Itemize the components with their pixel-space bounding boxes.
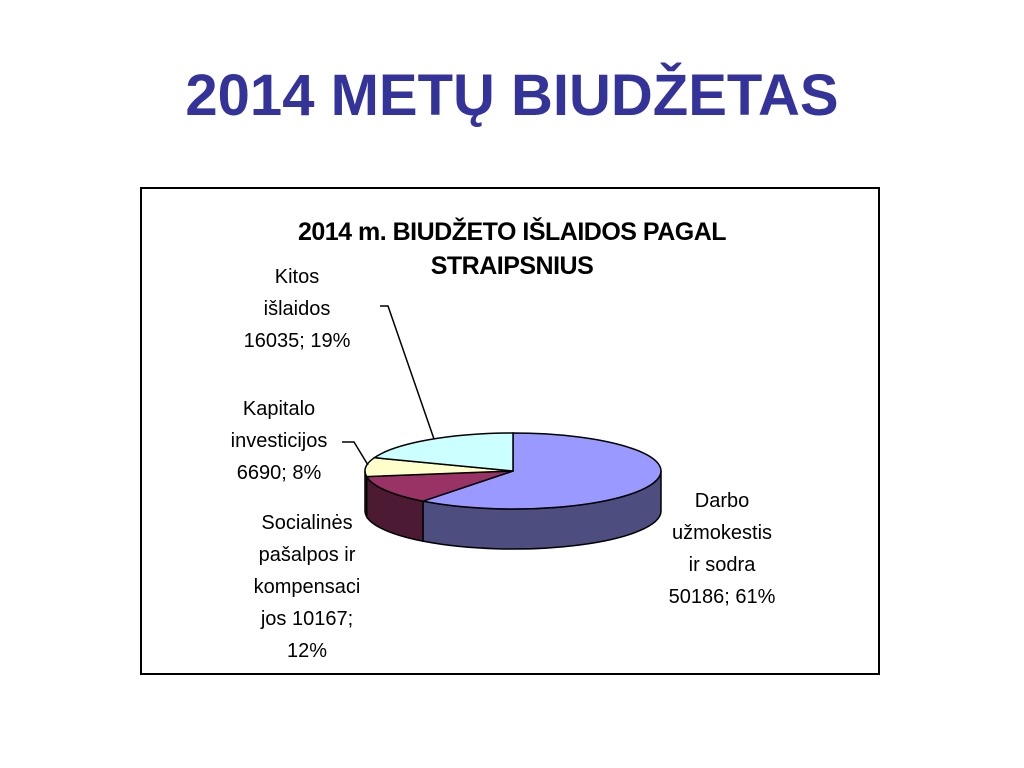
chart-title-line-2: STRAIPSNIUS xyxy=(430,252,594,280)
chart-frame xyxy=(140,187,880,675)
label-socialines: Socialinės pašalpos ir kompensaci jos 10167; 12% xyxy=(253,512,361,662)
slide-title: 2014 METŲ BIUDŽETAS xyxy=(185,63,839,128)
label-kapitalo: Kapitalo investicijos 6690; 8% xyxy=(230,398,328,484)
leader-line-kitos xyxy=(380,306,434,439)
label-darbo: Darbo užmokestis ir sodra 50186; 61% xyxy=(668,490,776,608)
chart-title-line-1: 2014 m. BIUDŽETO IŠLAIDOS PAGAL xyxy=(297,218,727,246)
label-kitos: Kitos išlaidos 16035; 19% xyxy=(243,266,351,352)
pie-tops xyxy=(365,433,661,509)
